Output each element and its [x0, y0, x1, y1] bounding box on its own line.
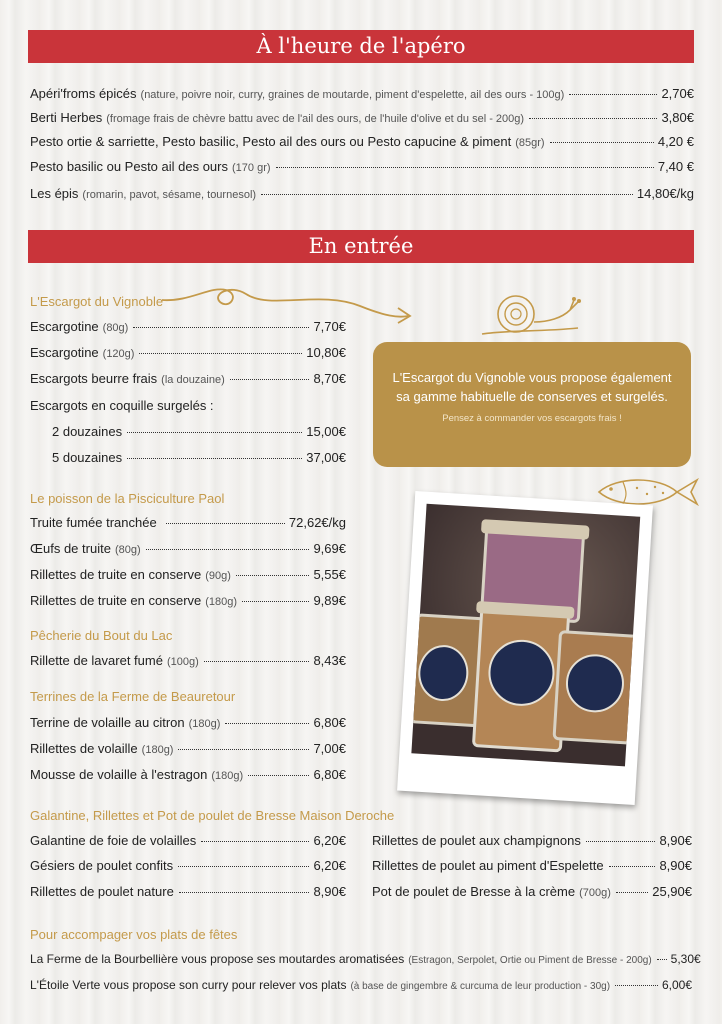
- leader-dots: [569, 94, 657, 95]
- leader-dots: [146, 549, 310, 550]
- menu-item: 2 douzaines 15,00€: [52, 424, 346, 439]
- menu-item: Escargotine (120g) 10,80€: [30, 345, 346, 360]
- menu-item: Œufs de truite (80g) 9,69€: [30, 541, 346, 556]
- apero-item: Apéri'froms épicés (nature, poivre noir, curry, graines de moutarde, piment d'espelette, ail des ours - 100g) 2,70€: [30, 86, 694, 101]
- leader-dots: [657, 959, 667, 960]
- apero-item: Les épis (romarin, pavot, sésame, tournesol) 14,80€/kg: [30, 186, 694, 201]
- leader-dots: [242, 601, 309, 602]
- leader-dots: [248, 775, 309, 776]
- leader-dots: [127, 458, 302, 459]
- leader-dots: [616, 892, 648, 893]
- leader-dots: [166, 523, 285, 524]
- jars-image: [411, 504, 640, 767]
- leader-dots: [261, 194, 633, 195]
- menu-item: Escargotine (80g) 7,70€: [30, 319, 346, 334]
- leader-dots: [225, 723, 309, 724]
- section-title-galantine: Galantine, Rillettes et Pot de poulet de Bresse Maison Deroche: [30, 808, 395, 823]
- info-line-2: sa gamme habituelle de conserves et surgelés.: [396, 389, 668, 404]
- leader-dots: [586, 841, 656, 842]
- leader-dots: [529, 118, 657, 119]
- leader-dots: [609, 866, 656, 867]
- menu-item: Pot de poulet de Bresse à la crème (700g) 25,90€: [372, 884, 692, 899]
- leader-dots: [236, 575, 310, 576]
- menu-item: Terrine de volaille au citron (180g) 6,80€: [30, 715, 346, 730]
- leader-dots: [201, 841, 309, 842]
- leader-dots: [127, 432, 302, 433]
- info-line-3: Pensez à commander vos escargots frais !: [442, 413, 622, 424]
- menu-item: Rillettes de poulet aux champignons 8,90€: [372, 833, 692, 848]
- leader-dots: [178, 749, 309, 750]
- section-title-poisson: Le poisson de la Pisciculture Paol: [30, 491, 225, 506]
- menu-item: Galantine de foie de volailles 6,20€: [30, 833, 346, 848]
- menu-item: 5 douzaines 37,00€: [52, 450, 346, 465]
- leader-dots: [550, 142, 654, 143]
- menu-item: Rillette de lavaret fumé (100g) 8,43€: [30, 653, 346, 668]
- leader-dots: [276, 167, 654, 168]
- apero-banner: À l'heure de l'apéro: [28, 30, 694, 63]
- leader-dots: [133, 327, 309, 328]
- menu-item: Escargots beurre frais (la douzaine) 8,70€: [30, 371, 346, 386]
- menu-item: L'Étoile Verte vous propose son curry pour relever vos plats (à base de gingembre & curcuma de leur production - 30g) 6,00€: [30, 978, 692, 992]
- section-title-fetes: Pour accompager vos plats de fêtes: [30, 927, 238, 942]
- frozen-label: Escargots en coquille surgelés :: [30, 398, 214, 413]
- snail-icon: [478, 282, 588, 342]
- menu-item: Rillettes de poulet nature 8,90€: [30, 884, 346, 899]
- menu-item: La Ferme de la Bourbellière vous propose ses moutardes aromatisées (Estragon, Serpolet, Ortie ou Piment de Bresse - 200g) 5,30€: [30, 952, 701, 966]
- menu-item: Rillettes de poulet au piment d'Espelette 8,90€: [372, 858, 692, 873]
- menu-item: Truite fumée tranchée 72,62€/kg: [30, 515, 346, 530]
- leader-dots: [230, 379, 310, 380]
- menu-item: Gésiers de poulet confits 6,20€: [30, 858, 346, 873]
- leader-dots: [204, 661, 310, 662]
- menu-item: Rillettes de truite en conserve (90g) 5,55€: [30, 567, 346, 582]
- leader-dots: [179, 892, 310, 893]
- apero-item: Pesto ortie & sarriette, Pesto basilic, Pesto ail des ours ou Pesto capucine & piment (85gr) 4,20 €: [30, 134, 694, 149]
- entree-banner: En entrée: [28, 230, 694, 263]
- leader-dots: [139, 353, 302, 354]
- apero-item: Pesto basilic ou Pesto ail des ours (170 gr) 7,40 €: [30, 159, 694, 174]
- section-title-pecherie: Pêcherie du Bout du Lac: [30, 628, 173, 643]
- menu-item: Mousse de volaille à l'estragon (180g) 6,80€: [30, 767, 346, 782]
- product-photo: [397, 491, 653, 805]
- leader-dots: [615, 985, 658, 986]
- section-title-terrines: Terrines de la Ferme de Beauretour: [30, 689, 236, 704]
- section-title-escargot: L'Escargot du Vignoble: [30, 294, 164, 309]
- escargot-info-box: [373, 342, 691, 467]
- leader-dots: [178, 866, 309, 867]
- menu-item: Rillettes de volaille (180g) 7,00€: [30, 741, 346, 756]
- info-line-1: L'Escargot du Vignoble vous propose également: [392, 370, 672, 385]
- menu-item: Rillettes de truite en conserve (180g) 9,89€: [30, 593, 346, 608]
- apero-item: Berti Herbes (fromage frais de chèvre battu avec de l'ail des ours, de l'huile d'olive et du sel - 200g) 3,80€: [30, 110, 694, 125]
